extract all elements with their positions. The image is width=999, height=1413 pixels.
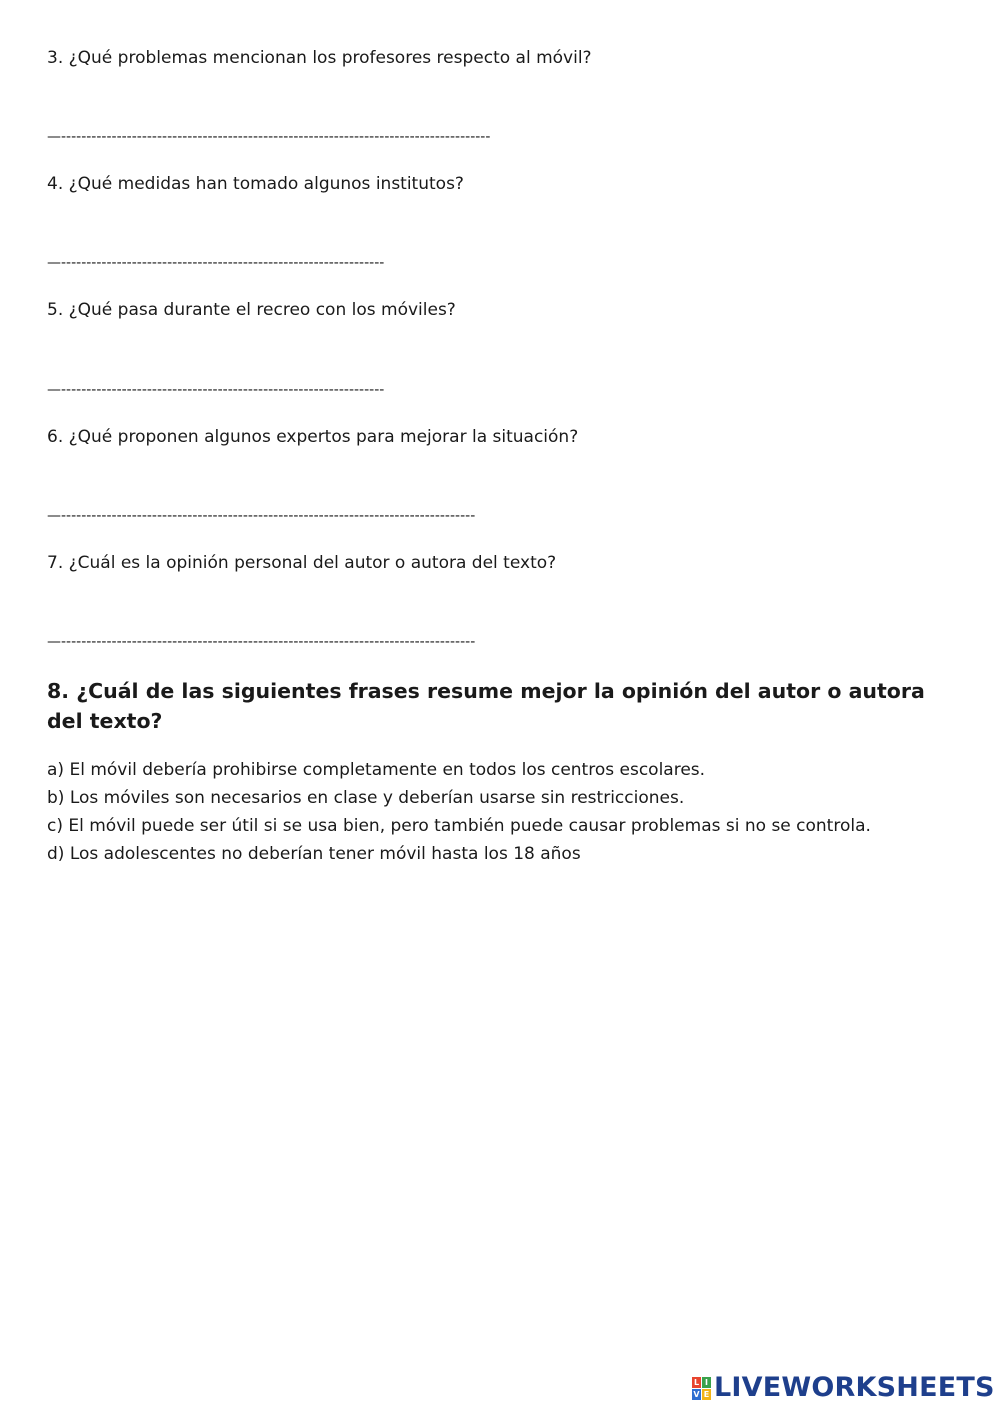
- liveworksheets-logo-mark-icon: [692, 1377, 711, 1400]
- logo-mark-tile: V: [693, 1389, 700, 1399]
- question-8-heading: 8. ¿Cuál de las siguientes frases resume mejor la opinión del autor o autora del texto?: [47, 679, 925, 733]
- answer-line-7[interactable]: —----------------------------------------------------------------------------------: [47, 634, 476, 650]
- question-5: 5. ¿Qué pasa durante el recreo con los móviles?: [47, 300, 456, 320]
- option-d[interactable]: d) Los adolescentes no deberían tener móvil hasta los 18 años: [47, 844, 581, 864]
- option-b[interactable]: b) Los móviles son necesarios en clase y deberían usarse sin restricciones.: [47, 788, 685, 808]
- liveworksheets-logo: [692, 1373, 995, 1403]
- answer-line-6[interactable]: —----------------------------------------------------------------------------------: [47, 508, 476, 524]
- question-7: 7. ¿Cuál es la opinión personal del autor o autora del texto?: [47, 553, 557, 573]
- question-3: 3. ¿Qué problemas mencionan los profesores respecto al móvil?: [47, 48, 592, 68]
- answer-line-4[interactable]: —----------------------------------------------------------------: [47, 255, 385, 271]
- logo-mark-tile: E: [703, 1389, 710, 1399]
- answer-line-5[interactable]: —----------------------------------------------------------------: [47, 382, 385, 398]
- option-a[interactable]: a) El móvil debería prohibirse completamente en todos los centros escolares.: [47, 760, 706, 780]
- option-c[interactable]: c) El móvil puede ser útil si se usa bien, pero también puede causar problemas si no se controla.: [47, 816, 871, 836]
- logo-mark-tile: I: [702, 1377, 711, 1388]
- logo-text: LIVEWORKSHEETS: [714, 1372, 995, 1403]
- question-4: 4. ¿Qué medidas han tomado algunos institutos?: [47, 174, 464, 194]
- answer-line-3[interactable]: —-------------------------------------------------------------------------------------: [47, 129, 491, 145]
- logo-mark-tile: L: [693, 1377, 700, 1387]
- question-6: 6. ¿Qué proponen algunos expertos para mejorar la situación?: [47, 427, 579, 447]
